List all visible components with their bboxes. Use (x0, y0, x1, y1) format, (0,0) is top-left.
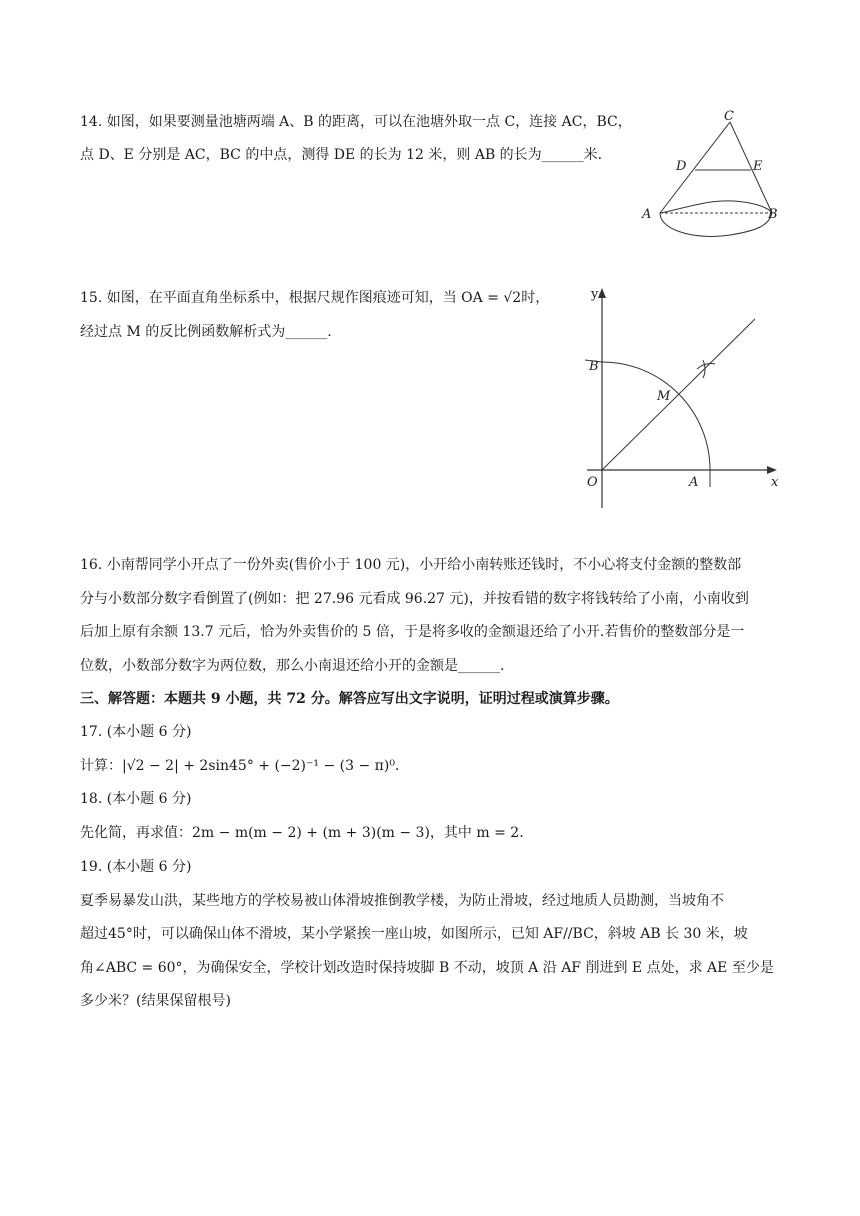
label-o: O (587, 475, 598, 490)
q19-line-1: 夏季易暴发山洪，某些地方的学校易被山体滑坡推倒教学楼，为防止滑坡，经过地质人员勘测，当坡角不 (80, 893, 724, 909)
q14-line-1: 14. 如图，如果要测量池塘两端 A、B 的距离，可以在池塘外取一点 C，连接 AC，BC， (80, 114, 632, 130)
y-axis-arrow (598, 288, 606, 298)
label-y: y (591, 287, 599, 302)
label-a: A (642, 207, 652, 222)
q16-line-1: 16. 小南帮同学小开点了一份外卖(售价小于 100 元)，小开给小南转账还钱时，不小心将支付金额的整数部 (80, 557, 742, 573)
q19-line-4: 多少米？(结果保留根号) (80, 993, 231, 1009)
q15-line-2: 经过点 M 的反比例函数解析式为______. (80, 324, 332, 340)
q19-header: 19. (本小题 6 分) (80, 859, 192, 875)
q14-line-2: 点 D、E 分别是 AC，BC 的中点，测得 DE 的长为 12 米，则 AB 的长为______米. (80, 147, 603, 163)
arc-ab (602, 362, 710, 487)
q16-line-2: 分与小数部分数字看倒置了(例如：把 27.96 元看成 96.27 元)，并按看错的数字将钱转给了小南，小南收到 (80, 591, 749, 607)
bisector-line (602, 319, 755, 470)
label-e: E (753, 159, 763, 174)
q17-body: 计算：|√2 − 2| + 2sin45° + (−2)⁻¹ − (3 − π)⁰. (80, 758, 400, 774)
q16-line-3: 后加上原有余额 13.7 元后，恰为外卖售价的 5 倍，于是将多收的金额退还给了小开.若售价的整数部分是一 (80, 624, 745, 640)
construction-mark-1 (697, 364, 715, 369)
section-3-heading: 三、解答题：本题共 9 小题，共 72 分。解答应写出文字说明，证明过程或演算步骤。 (80, 691, 619, 707)
q15-figure (575, 282, 790, 514)
q14-figure (630, 100, 790, 250)
label-m: M (657, 389, 671, 404)
pond-outline (660, 201, 772, 236)
x-axis-arrow (767, 466, 777, 474)
q19-line-3: 角∠ABC = 60°，为确保安全，学校计划改造时保持坡脚 B 不动，坡顶 A 沿 AF 削进到 E 点处，求 AE 至少是 (80, 960, 774, 976)
label-a: A (689, 475, 699, 490)
label-c: C (724, 109, 734, 124)
q17-header: 17. (本小题 6 分) (80, 724, 192, 740)
label-b: B (768, 207, 778, 222)
q15-line-1: 15. 如图，在平面直角坐标系中，根据尺规作图痕迹可知，当 OA = √2时， (80, 290, 550, 306)
q18-body: 先化简，再求值：2m − m(m − 2) + (m + 3)(m − 3)，其中 m = 2. (80, 825, 524, 841)
segment-cb (730, 122, 772, 213)
label-b: B (589, 359, 599, 374)
label-x: x (771, 475, 779, 490)
q18-header: 18. (本小题 6 分) (80, 791, 192, 807)
q16-line-4: 位数，小数部分数字为两位数，那么小南退还给小开的金额是______. (80, 658, 505, 674)
label-d: D (676, 159, 687, 174)
segment-ca (660, 122, 730, 213)
q19-line-2: 超过45°时，可以确保山体不滑坡，某小学紧挨一座山坡，如图所示，已知 AF//BC，斜坡 AB 长 30 米，坡 (80, 926, 748, 942)
